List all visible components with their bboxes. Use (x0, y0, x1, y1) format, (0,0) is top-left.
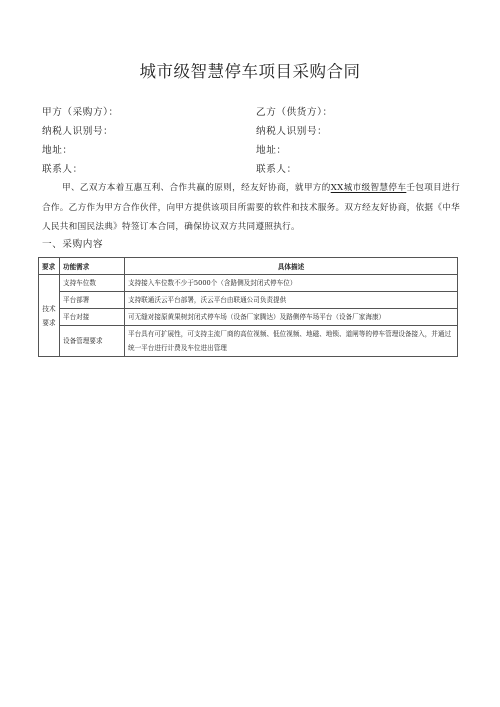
header-description: 具体描述 (125, 258, 458, 275)
group-label: 技术要求 (39, 275, 60, 357)
contact-row (42, 161, 462, 180)
row-description: 支持接入车位数不少于5000个（含路侧及封闭式停车位） (125, 275, 458, 292)
table-row (39, 309, 458, 326)
section-heading: 一、采购内容 (42, 239, 104, 250)
address-a-label: 地址： (42, 145, 73, 156)
procurement-table (38, 257, 458, 357)
tax-id-b-label: 纳税人识别号： (256, 126, 328, 137)
party-a-label: 甲方（采购方）： (42, 107, 119, 118)
row-description: 可无缝对接原黄果树封闭式停车场（设备厂家腾达）及路侧停车场平台（设备厂家海康） (125, 309, 458, 326)
party-info (42, 104, 462, 180)
page-title: 城市级智慧停车项目采购合同 (139, 62, 361, 81)
row-function: 平台部署 (60, 292, 125, 309)
address-b-label: 地址： (256, 145, 287, 156)
header-requirement: 要求 (39, 258, 60, 275)
intro-text-start: 甲、乙双方本着互惠互利、合作共赢的原则，经友好协商，就甲方的 (62, 183, 331, 193)
row-description: 平台具有可扩展性，可支持主流厂商的高位视频、低位视频、地磁、地锁、道闸等的停车管理设备接入，并通过统一平台进行计费及车位进出管理 (125, 326, 458, 357)
table-row (39, 292, 458, 309)
contact-b-label: 联系人： (256, 164, 297, 175)
header-function: 功能需求 (60, 258, 125, 275)
party-row (42, 104, 462, 123)
row-function: 支持车位数 (60, 275, 125, 292)
table-row (39, 275, 458, 292)
row-description: 支持联通沃云平台部署，沃云平台由联通公司负责提供 (125, 292, 458, 309)
party-b-label: 乙方（供货方）： (256, 107, 333, 118)
row-function: 设备管理要求 (60, 326, 125, 357)
tax-id-row (42, 123, 462, 142)
intro-text-end: 壬包项目进行合作。乙方作为甲方合作伙伴，向甲方提供该项目所需要的软件和技术服务。双方经友好协商，依据《中华人民共和国民法典》特签订本合同，确保协议双方共同遵照执行。 (42, 183, 461, 232)
project-name: XX城市级智慧停车 (330, 183, 407, 193)
row-function: 平台对接 (60, 309, 125, 326)
intro-paragraph (42, 179, 460, 238)
table-header-row (39, 258, 458, 275)
tax-id-a-label: 纳税人识别号： (42, 126, 114, 137)
contact-a-label: 联系人： (42, 164, 83, 175)
address-row (42, 142, 462, 161)
table-row (39, 326, 458, 357)
